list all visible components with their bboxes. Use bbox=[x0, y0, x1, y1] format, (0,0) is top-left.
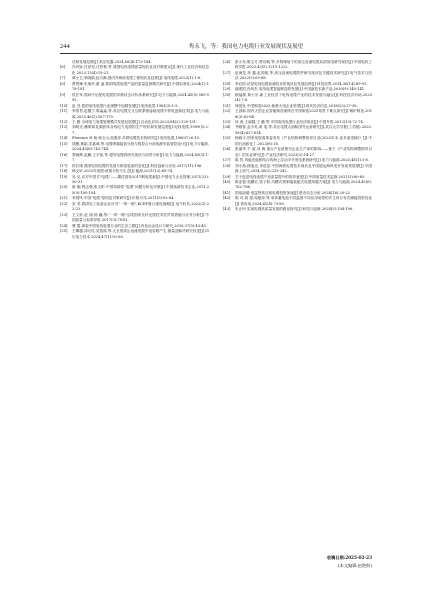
reference-number: [20] bbox=[60, 185, 68, 190]
reference-number: [25] bbox=[60, 229, 68, 234]
reference-text: 齐晓智,孟小英,黄 斐,等.高压电缆大面积国外运营研究[J].武汉大学学报(工学版),2025,58(4):627-634. bbox=[235, 125, 372, 135]
reference-number: [43] bbox=[223, 207, 231, 212]
page-header bbox=[60, 43, 372, 53]
reference-text: 关于促进电线电缆产品质量提升的指导意见[J].中国质量技术监督,2021(3):80-85. bbox=[235, 174, 366, 179]
reference-number: [27] bbox=[223, 70, 231, 75]
reference-text: 冯玲娇,吕爱莹,庄哲彬,等.我国电线电缆质量现状及其对策建议[J].现代工业经济和信息化,2023,13(4):19-21. bbox=[72, 65, 209, 75]
reference-entry bbox=[223, 93, 372, 104]
reference-text: 徐国良.中国制造2025:助推火电企业转型[J].现代经济信息,2018(23):37-38. bbox=[235, 103, 358, 108]
received-date: 收稿日期:2025-02-23 bbox=[326, 555, 372, 560]
reference-text: 何 涛,王淑娟,王 鹏,等.中国电线电缆行业经济现状[J].中国外资,2013(13):72-74. bbox=[235, 119, 364, 124]
reference-text: 侯长城.我国电线电缆的发展与制造装备的变化[J].科技创新与应用,2017(11):196. bbox=[72, 163, 203, 168]
reference-entry bbox=[223, 60, 372, 71]
reference-text: 赵 莹.我国电线电缆行业调整中加剧发展[J].电线电缆,1981(3):1-5. bbox=[72, 103, 179, 108]
reference-text: 刘小燕,顾旭光,李延富.中国海底电缆技术现状及中国展运海风电开发前景展望[J].中国海上油气,2024,36(2):233-242. bbox=[235, 163, 372, 174]
reference-column-left bbox=[60, 60, 209, 240]
reference-number: [34] bbox=[223, 125, 231, 130]
reference-entry bbox=[60, 82, 209, 93]
page-number: 244 bbox=[60, 43, 70, 50]
reference-number: [13] bbox=[60, 125, 68, 130]
reference-text: 钱聚,林斌,宋嘉诚,等.电缆焊端接管分段与数控合分前电测安装管控设计[J].电力与能源,2024,45(6):743-744. bbox=[72, 141, 209, 152]
editor-note: (本文编辑:赵艳粉) bbox=[338, 563, 372, 568]
reference-number: [8] bbox=[60, 81, 66, 86]
reference-number: [15] bbox=[60, 141, 68, 146]
reference-number: [21] bbox=[60, 196, 68, 201]
reference-text: 杨晓宇.国家发展改革委发布《产业结构调整指导目录(2023年本,征求意见稿)》[J].中国石油和化工,2023(8):18. bbox=[235, 136, 372, 146]
reference-number: [14] bbox=[60, 136, 68, 141]
reference-text: 陈业强,郭鹏宏,张子桥.沟槽式预制接装配式电缆终端方案[J].电力与能源,2024,45(6):762-766. bbox=[235, 179, 372, 190]
reference-number: [12] bbox=[60, 119, 68, 124]
reference-number: [36] bbox=[223, 147, 231, 152]
reference-text: 陈 可,周 超,周艳萍,等.单体蓄电池不同温度不同应用场景的多主体分布式储能投资优化[J].供用电,2024,41(4):73-80. bbox=[235, 196, 372, 206]
reference-entry bbox=[60, 175, 209, 186]
reference-number: [38] bbox=[223, 163, 231, 168]
reference-number: [7] bbox=[60, 76, 66, 81]
reference-text: 彭小东,陈玉方,贾诗敏,等.多物理场下的高压直流电缆局部放电研究现状[J].中国电机工程学报,2023,43(5):1210-1222. bbox=[235, 60, 372, 70]
reference-text: 曹 霞.探索中国电线电缆行业的生存之路[J].有色冶金设计与研究,2016,37(5):43-45. bbox=[72, 223, 207, 228]
reference-text: 谢建国,肖尚杰.电线电缆智能制造的发展[J].中国新技术新产品,2020(9):140-141. bbox=[235, 87, 366, 92]
reference-text: 张丽华,于 斌,刘 海.重点产业政策对企业生产率的影响——基于《产业结构调整指导目录》的实证研究[J].产业经济研究,2023(2):14-27. bbox=[235, 147, 372, 157]
reference-entry bbox=[60, 65, 209, 76]
reference-entry bbox=[223, 109, 372, 120]
reference-number: [24] bbox=[60, 223, 68, 228]
reference-entry bbox=[223, 164, 372, 175]
reference-number: [9] bbox=[60, 92, 66, 97]
reference-text: 侯宏军.面向中压配电电缆的多维状态评价体系研究[J].电力与能源,2024,45(5):589-593. bbox=[72, 92, 209, 103]
reference-entry bbox=[223, 125, 372, 136]
reference-number: [32] bbox=[223, 109, 231, 114]
reference-entry bbox=[60, 109, 209, 120]
reference-entry bbox=[223, 71, 372, 82]
reference-entry bbox=[60, 213, 209, 224]
running-title: 隽永飞，等：我国电力电缆行业发展现状及展望 bbox=[188, 44, 304, 50]
reference-text: 顾福源,黄小芳.新工业经济下电线电缆产业的技术发展与融合[J].科技经济市场,2020(4):7-8. bbox=[235, 92, 372, 103]
reference-number: [39] bbox=[223, 174, 231, 179]
reference-entry bbox=[223, 180, 372, 191]
reference-text: 李启国.试论电线电缆检测技术的现状及发展趋势[J].科技视界,2014,36(14):89-91. bbox=[235, 81, 368, 86]
reference-number: [42] bbox=[223, 196, 231, 201]
reference-number: [37] bbox=[223, 158, 231, 163]
reference-entry bbox=[223, 136, 372, 147]
header-rule bbox=[60, 53, 372, 54]
reference-number: [28] bbox=[223, 81, 231, 86]
reference-text: Florence H 杨,杨玉山,周燕萍.苏联电缆技术的研究[J].电线电缆,1980(1):6-10. bbox=[72, 136, 201, 141]
reference-number: [26] bbox=[223, 60, 231, 64]
reference-text: 陈 哲.风能充能相结合的海上浮动平台发电系统研究[J].电力与能源,2025,46(1):1-6. bbox=[235, 158, 369, 163]
reference-number: [17] bbox=[60, 163, 68, 168]
reference-text: 王剑新.国内大型企业智能制造案例在中国制造2025背景下难点探究[J].锅炉制造,2018(3):62-64. bbox=[235, 109, 372, 119]
reference-text: 赵海龙,李 鑫,赵英舰,等.高压直流电缆附件研究现状及关键技术研究[J].电气技术与经济,2022(5):65-68. bbox=[235, 70, 372, 81]
reference-entry bbox=[60, 153, 209, 164]
reference-text: 宋 英.我国电工装备企业应对"一带一路",KCEP窗口建设战略[J].电气时代,2022(3):22-23. bbox=[72, 201, 209, 212]
reference-entry bbox=[60, 93, 209, 104]
reference-text: 李国风.中国"电缆"原因及对策研究[J].价格月刊,2011(9):82-84. bbox=[72, 196, 175, 201]
reference-text: 韩文轩.2023年电缆:政策分析与生态[J].能源,2021(12):49-74. bbox=[72, 169, 174, 174]
reference-text: 国电南瑞:受益特高压和电网投资加速[J].股市动态分析,2024(16):20-22. bbox=[235, 190, 352, 195]
reference-text: 蔡晓辉,赵鹏,王平茹,等.超导电缆的研究现状与前景分析[J].电力与能源,2024,45(3):1-7. bbox=[72, 152, 209, 163]
reference-number: [6] bbox=[60, 65, 66, 70]
reference-entry bbox=[223, 196, 372, 207]
reference-text: 吴 克.应对中国式"电缆"——期性看待2011钢电缆新[J].中国电力企业管理,2011(23):30-31. bbox=[72, 174, 209, 184]
reference-number: [35] bbox=[223, 136, 231, 141]
reference-number: [18] bbox=[60, 169, 68, 174]
reference-number: [41] bbox=[223, 190, 231, 195]
reference-entry bbox=[60, 125, 209, 136]
reference-number: [30] bbox=[223, 92, 231, 97]
reference-column-right bbox=[223, 60, 372, 213]
reference-text: 黄小卫,李晓娟,赵巧满.国内外海底电缆工程现状及趋势[J].电线电缆,2023(1):1-6. bbox=[72, 76, 202, 81]
reference-text: 王文轩,赵 丽,杨 巍,等."一带一路"沿线国家光纤光缆技术性贸易措施与应对分析[J].中国质量与标准导报,2017(3):78-81. bbox=[72, 212, 209, 223]
reference-number: [16] bbox=[60, 152, 68, 157]
reference-text: 朱正珂.实现电网高质量发展的路径探究[J].科技与创新,2024(5):194-196. bbox=[235, 207, 354, 212]
reference-number: [29] bbox=[223, 87, 231, 92]
reference-text: 李善君,赵馨宁,陈淼淼,等.高压电缆交叉互联系统接地电缆不停电更换技术[J].电力与能源,2025,46(2):167-170. bbox=[72, 109, 209, 119]
reference-text: 贾赞峰,朱瑞华,谢 凌.我国线缆电缆产品的质量监督模式研究[J].中国标准化,2024(1):178-181. bbox=[72, 81, 209, 92]
reference-entry bbox=[60, 185, 209, 196]
reference-text: 刘明光.横掌和及频获体各线电力电缆的生产现状和发展趋势[J].电线电缆,1999(5):2-7. bbox=[72, 125, 209, 135]
reference-number: [33] bbox=[223, 119, 231, 124]
reference-number: [23] bbox=[60, 212, 68, 217]
reference-text: 王 勤.全球电力电缆管理模式发展及展望[J].自动化应用,2023,64(2):129-131. bbox=[72, 119, 198, 124]
reference-number: [22] bbox=[60, 201, 68, 206]
reference-text: 状和发展趋势[J].高压电器,2024,60(4):173-184. bbox=[72, 60, 152, 64]
reference-entry bbox=[60, 202, 209, 213]
reference-entry bbox=[60, 229, 209, 240]
reference-text: 薛 刚,程志强,张文彬.中国持续性"电缆"问题分析及对策[J].中国高新技术企业,2011,25(9):100-104. bbox=[72, 185, 209, 195]
reference-number: [10] bbox=[60, 103, 68, 108]
reference-text: 王攀越,刘巧柱,吴智鸿,等.大长度高压直流电缆中电容附产生,测量及解决研究综述[J].四川电力技术,2024,47(1):50-58. bbox=[72, 229, 209, 239]
reference-entry bbox=[60, 142, 209, 153]
reference-number: [40] bbox=[223, 179, 231, 184]
reference-number: [11] bbox=[60, 109, 68, 114]
reference-entry bbox=[223, 147, 372, 158]
reference-entry bbox=[223, 207, 372, 212]
reference-number: [19] bbox=[60, 174, 68, 179]
reference-number: [31] bbox=[223, 103, 231, 108]
